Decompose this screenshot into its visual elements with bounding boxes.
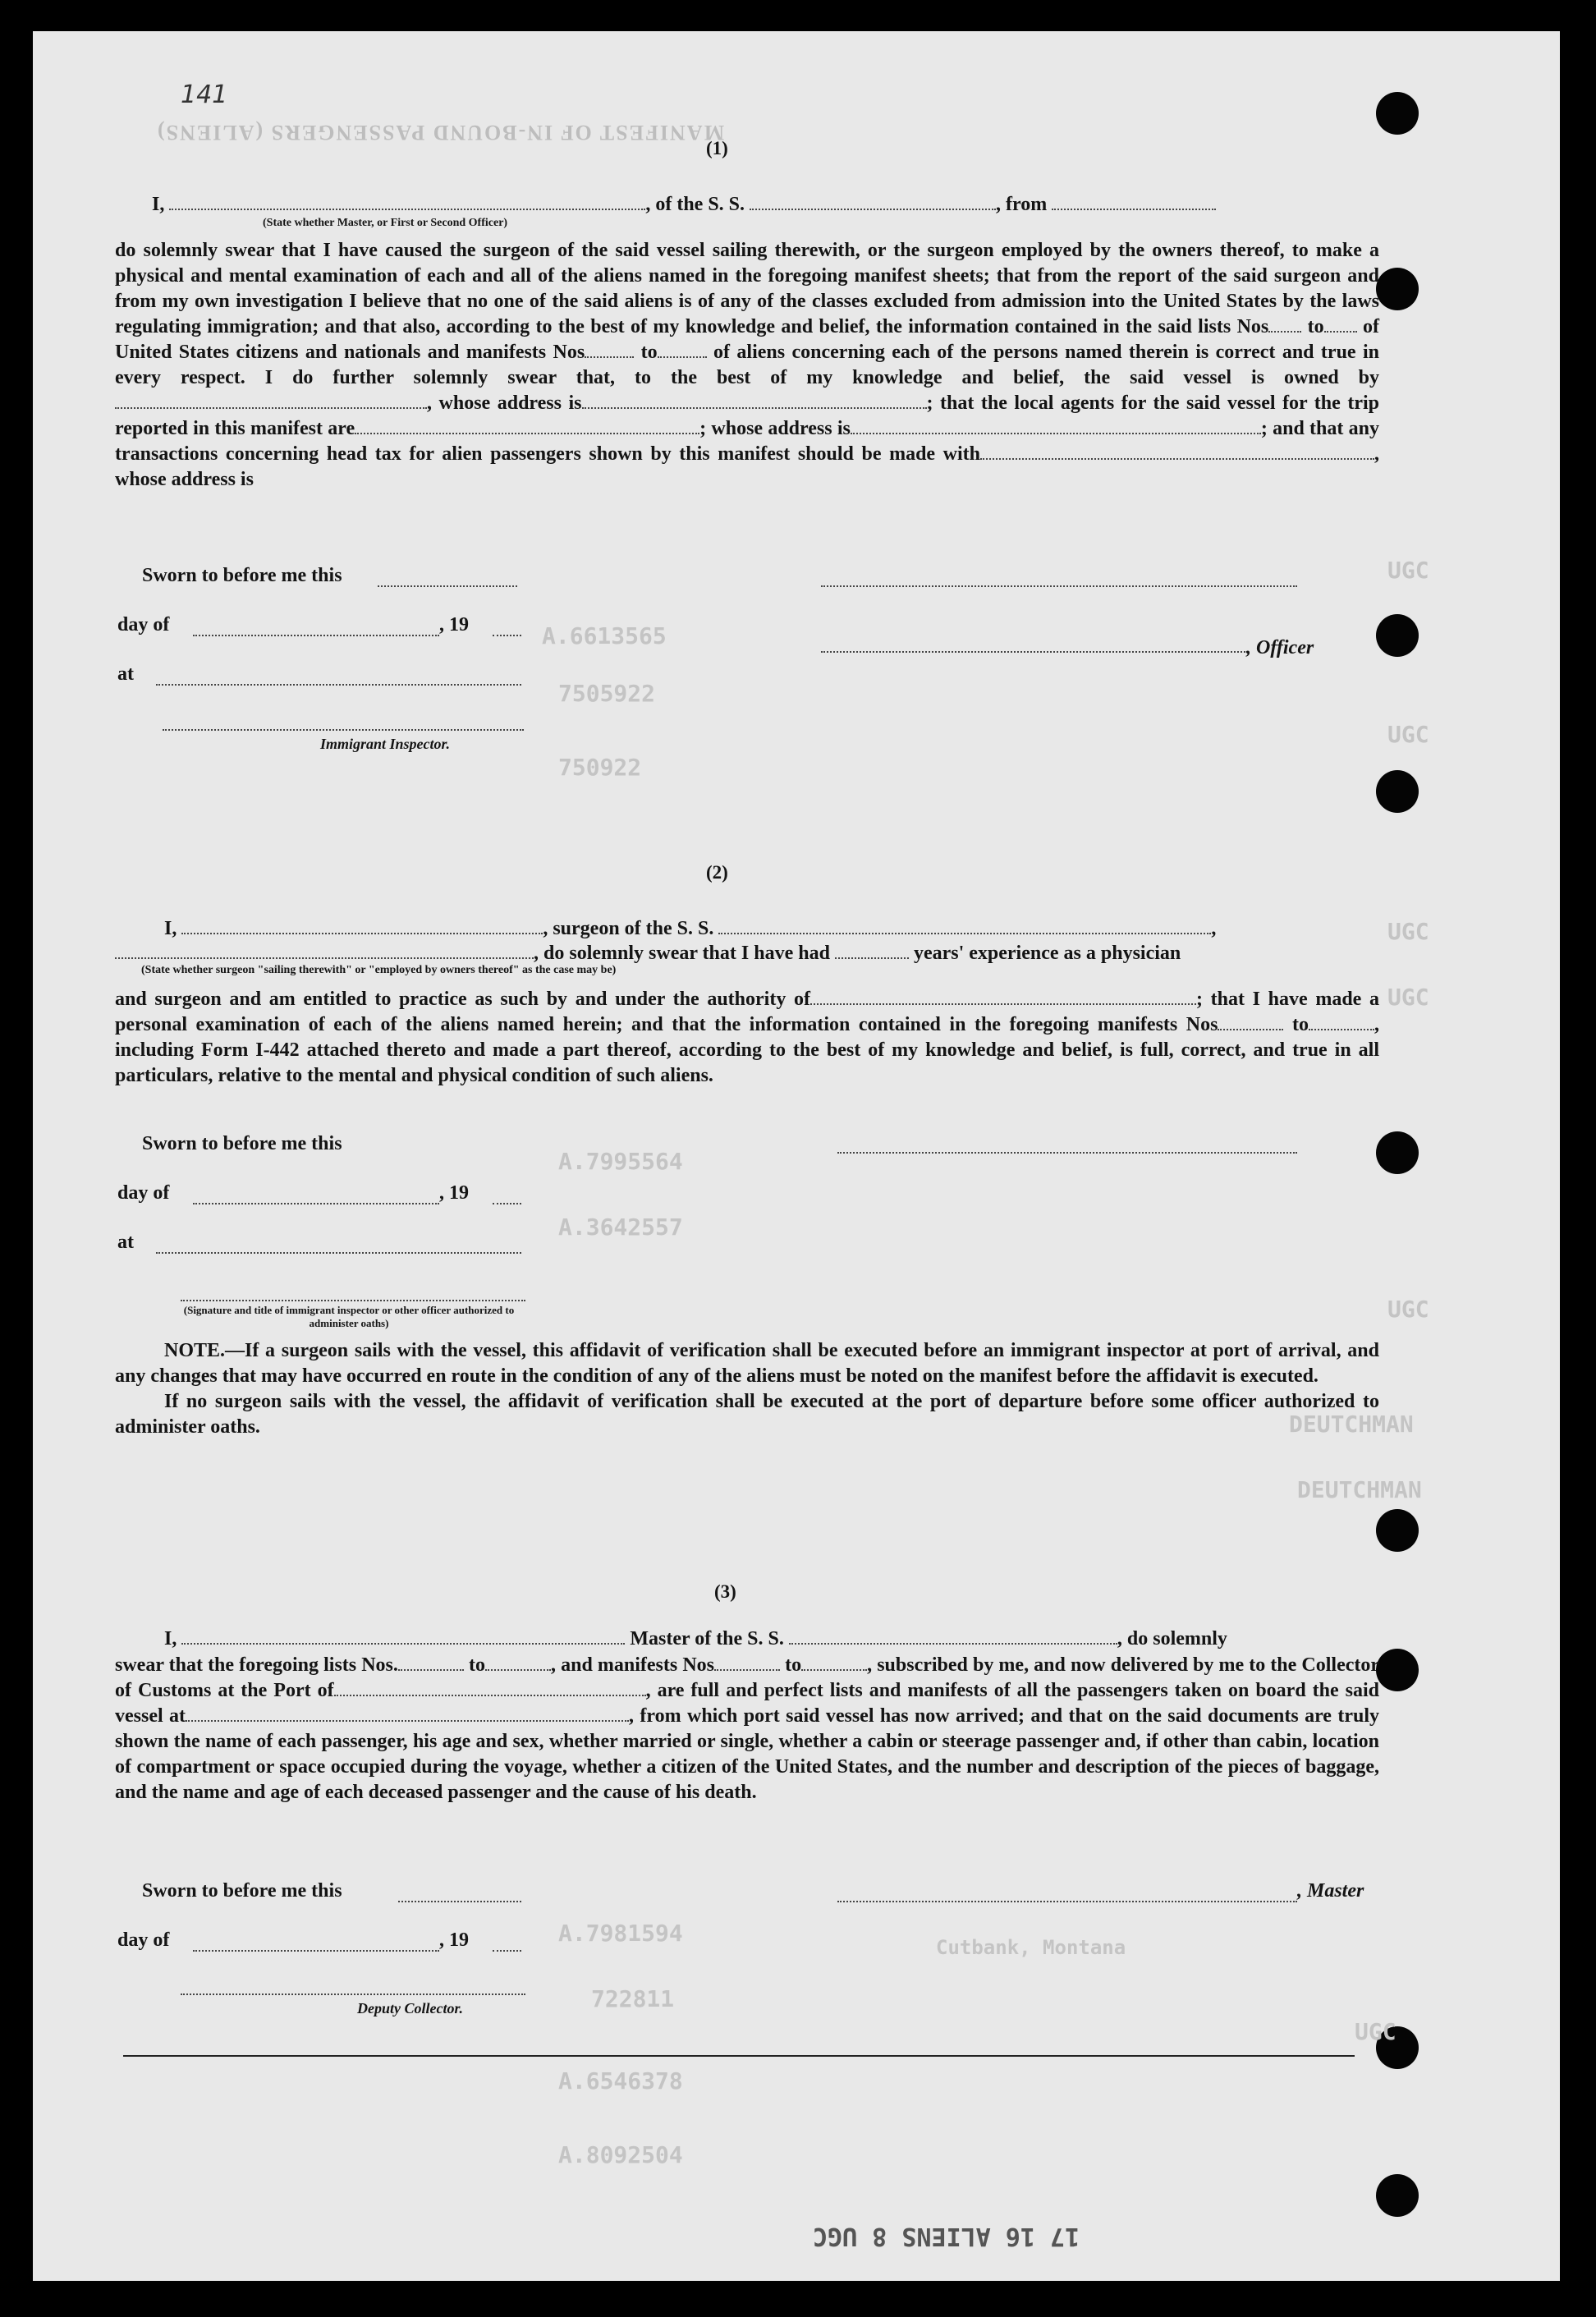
manifest-page [33, 31, 1560, 2281]
section2-line1: I, , surgeon of the S. S. , [164, 918, 1217, 939]
bleed-mark: A.6613565 [542, 622, 667, 649]
year-label: , 19 [439, 1929, 469, 1951]
day-field [193, 1950, 439, 1952]
bleed-mark: DEUTCHMAN [1289, 1411, 1414, 1438]
day-of-label: day of [117, 1929, 170, 1951]
bleed-mark: 7505922 [558, 680, 656, 707]
signature-note: (Signature and title of immigrant inspector or other officer authorized to administer oaths) [183, 1304, 515, 1329]
bottom-rule [123, 2055, 1355, 2057]
deputy-collector-label: Deputy Collector. [357, 2000, 463, 2016]
bleed-mark: UGC [1387, 1296, 1429, 1323]
bleed-mark: UGC [1387, 984, 1429, 1011]
section2-note: NOTE.—If a surgeon sails with the vessel, this affidavit of verification shall be executed before an immigrant inspector at port of arrival, and any changes that may have occurred en route in the condition of any of the aliens must be noted on the manifest before the affidavit is executed. If no surgeon sails with the vessel, the affidavit of verification shall be executed at the port of departure before some officer authorized to administer oaths. [115, 1340, 1379, 1438]
bleed-mark: A.7981594 [558, 1920, 683, 1947]
at-field [156, 684, 521, 686]
year-field [493, 1203, 521, 1204]
officer-label: , Officer [1246, 637, 1314, 658]
bleed-mark: A.6546378 [558, 2067, 683, 2094]
sworn-field [837, 1152, 1297, 1154]
section-number: (3) [714, 1581, 736, 1602]
faint-title: MANIFEST OF IN-BOUND PASSENGERS (ALIENS) [156, 121, 725, 145]
section2-body: and surgeon and am entitled to practice as such by and under the authority of ; that I have made a personal examination of each of the aliens named herein; and that the information contained in the foregoing manifests Nos to , including Form I-442 attached thereto and made a part thereof, according to the best of my knowledge and belief, is full, correct, and true in all particulars, relative to the mental and physical condition of such aliens. [115, 989, 1380, 1086]
label-i: I, [152, 194, 165, 215]
bleed-mark: UGC [1355, 2018, 1396, 2045]
sworn-label: Sworn to before me this [142, 1880, 342, 1902]
master-signature-field [837, 1901, 1297, 1902]
year-field [493, 1950, 521, 1952]
bleed-mark: 17 16 ALIENS 8 UGC [813, 2222, 1080, 2250]
bleed-mark: DEUTCHMAN [1297, 1476, 1422, 1503]
bleed-mark: A.3642557 [558, 1214, 683, 1241]
punch-hole [1376, 1509, 1419, 1552]
punch-hole [1376, 614, 1419, 657]
bleed-mark: Cutbank, Montana [936, 1936, 1126, 1959]
signature-field [181, 1300, 525, 1301]
day-of-label: day of [117, 614, 170, 635]
day-field [193, 635, 439, 636]
master-label: , Master [1297, 1880, 1364, 1902]
punch-hole [1376, 268, 1419, 310]
day-field [193, 1203, 439, 1204]
bleed-mark: A.8092504 [558, 2141, 683, 2168]
section1-body: do solemnly swear that I have caused the surgeon of the said vessel sailing therewith, or the surgeon employed by the owners thereof, to make a physical and mental examination of each and all of the aliens named in the foregoing manifest sheets; that from the report of the said surgeon and from my own investigation I believe that no one of the said aliens is of any of the classes excluded from admission into the United States by the laws regulating immigration; and that also, according to the best of my knowledge and belief, the information contained in the said lists Nos to of United States citizens and nationals and manifests Nos to of aliens concerning each of the persons named therein is correct and true in every respect. I do further solemnly swear that, to the best of my knowledge and belief, the said vessel is owned by, whose address is ; that the local agents for the said vessel for the trip reported in this manifest are ; whose address is ; and that any transactions concerning head tax for alien passengers shown by this manifest should be made with , whose address is [115, 240, 1380, 490]
collector-signature-field [181, 1994, 525, 1995]
bleed-mark: UGC [1387, 721, 1429, 748]
punch-hole [1376, 1131, 1419, 1174]
bleed-mark: 722811 [591, 1985, 675, 2012]
inspector-signature-field [163, 729, 524, 731]
punch-hole [1376, 1649, 1419, 1691]
year-label: , 19 [439, 614, 469, 635]
at-label: at [117, 663, 134, 685]
section-number: (2) [706, 862, 728, 883]
sworn-label: Sworn to before me this [142, 565, 342, 586]
officer-title-field [821, 651, 1248, 653]
at-label: at [117, 1232, 134, 1253]
at-field [156, 1252, 521, 1254]
punch-hole [1376, 770, 1419, 813]
officer-field [169, 194, 645, 210]
day-of-label: day of [117, 1182, 170, 1204]
section-number: (1) [706, 138, 728, 158]
label-from: , from [996, 194, 1048, 215]
section1-line1 [152, 194, 1383, 216]
punch-hole [1376, 92, 1419, 135]
vessel-name-field [750, 194, 996, 210]
bleed-mark: 750922 [558, 754, 642, 781]
handwritten-number: 141 [181, 80, 228, 109]
section2-line2: , do solemnly swear that I have had years' experience as a physician [115, 943, 1181, 965]
year-label: , 19 [439, 1182, 469, 1204]
sworn-field [378, 585, 517, 587]
bleed-mark: UGC [1387, 918, 1429, 945]
surgeon-note: (State whether surgeon "sailing therewith" or "employed by owners thereof" as the case may be) [141, 964, 617, 976]
officer-signature-field [821, 585, 1297, 587]
bleed-mark: A.7995564 [558, 1148, 683, 1175]
sworn-field [398, 1901, 521, 1902]
sworn-label: Sworn to before me this [142, 1133, 342, 1154]
bleed-mark: UGC [1387, 557, 1429, 584]
section3-line1: I, Master of the S. S. , do solemnly [164, 1628, 1227, 1649]
label-ss: , of the S. S. [645, 194, 745, 215]
year-field [493, 635, 521, 636]
section3-body: swear that the foregoing lists Nos. to , and manifests Nos to , subscribed by me, and now delivered by me to the Collector of Customs at the Port of , are full and perfect lists and manifests of all the passengers taken on board the said vessel at , from which port said vessel has now arrived; and that on the said documents are truly shown the name of each passenger, his age and sex, whether married or single, whether a cabin or steerage passenger and, if other than cabin, location of compartment or space occupied during the voyage, whether a citizen of the United States, and the number and description of the pieces of baggage, and the name and age of each deceased passenger and the cause of his death. [115, 1654, 1380, 1803]
from-field [1052, 194, 1216, 210]
punch-hole [1376, 2174, 1419, 2217]
officer-note: (State whether Master, or First or Second Officer) [263, 217, 508, 229]
inspector-label: Immigrant Inspector. [320, 736, 451, 752]
